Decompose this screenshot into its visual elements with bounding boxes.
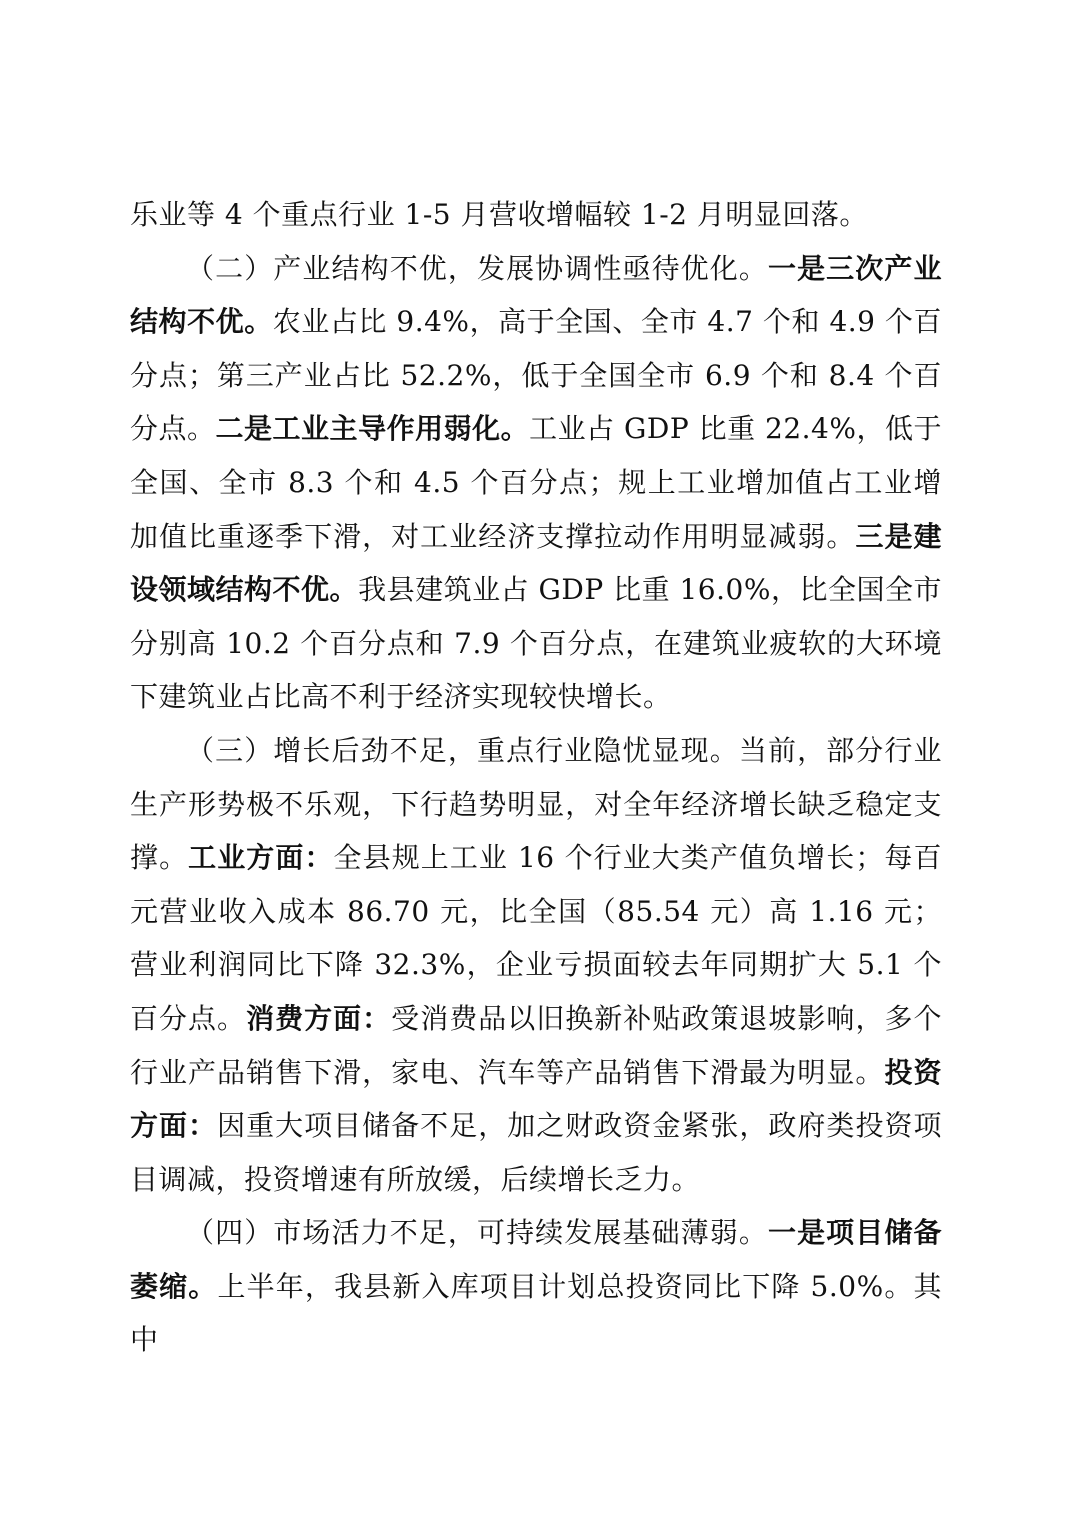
body-text: 我县建筑业占 GDP 比重 16.0%，比全国全市分别高 10.2 个百分点和 7.9 个百分点，在建筑业疲软的大环境下建筑业占比高不利于经济实现较快增长。: [130, 573, 942, 714]
body-text: 受消费品以旧换新补贴政策退坡影响，多个行业产品销售下滑，家电、汽车等产品销售下滑最为明显。: [130, 1001, 942, 1089]
section-heading: （四）市场活力不足，可持续发展基础薄弱。: [186, 1216, 768, 1250]
body-text: 因重大项目储备不足，加之财政资金紧张，政府类投资项目调减，投资增速有所放缓，后续增长乏力。: [130, 1109, 942, 1196]
bold-lead: 工业方面：: [188, 841, 334, 875]
body-text: 当前，部分行业生产形势极不乐观，下行趋势明显，对全年经济增长缺乏稳定支撑。: [130, 733, 942, 875]
body-text: 工业占 GDP 比重 22.4%，低于全国、全市 8.3 个和 4.5 个百分点；规上工业增加值占工业增加值比重逐季下滑，对工业经济支撑拉动作用明显减弱。: [130, 412, 942, 553]
bold-lead: 投资方面：: [130, 1055, 942, 1143]
bold-lead: 一是三次产业结构不优。: [130, 251, 942, 339]
body-text: 农业占比 9.4%，高于全国、全市 4.7 个和 4.9 个百分点；第三产业占比 52.2%，低于全国全市 6.9 个和 8.4 个百分点。: [130, 305, 942, 446]
paragraph-market-vitality: [130, 1206, 942, 1367]
document-body: [130, 188, 942, 1367]
bold-lead: 一是项目储备萎缩。: [130, 1216, 942, 1303]
section-heading: （三）增长后劲不足，重点行业隐忧显现。: [186, 733, 739, 767]
body-text: 全县规上工业 16 个行业大类产值负增长；每百元营业收入成本 86.70 元，比全国（85.54 元）高 1.16 元；营业利润同比下降 32.3%，企业亏损面较去年同期扩大 5.1 个百分点。: [130, 841, 942, 1035]
body-text: 上半年，我县新入库项目计划总投资同比下降 5.0%。其中: [130, 1269, 942, 1357]
bold-lead: 二是工业主导作用弱化。: [215, 412, 530, 446]
paragraph-continuation: [130, 188, 942, 242]
section-heading: （二）产业结构不优，发展协调性亟待优化。: [186, 251, 768, 285]
bold-lead: 消费方面：: [246, 1001, 392, 1035]
paragraph-industrial-structure: [130, 242, 942, 724]
bold-lead: 三是建设领域结构不优。: [130, 519, 942, 607]
body-text: 乐业等 4 个重点行业 1-5 月营收增幅较 1-2 月明显回落。: [130, 198, 868, 231]
paragraph-growth-momentum: [130, 724, 942, 1206]
